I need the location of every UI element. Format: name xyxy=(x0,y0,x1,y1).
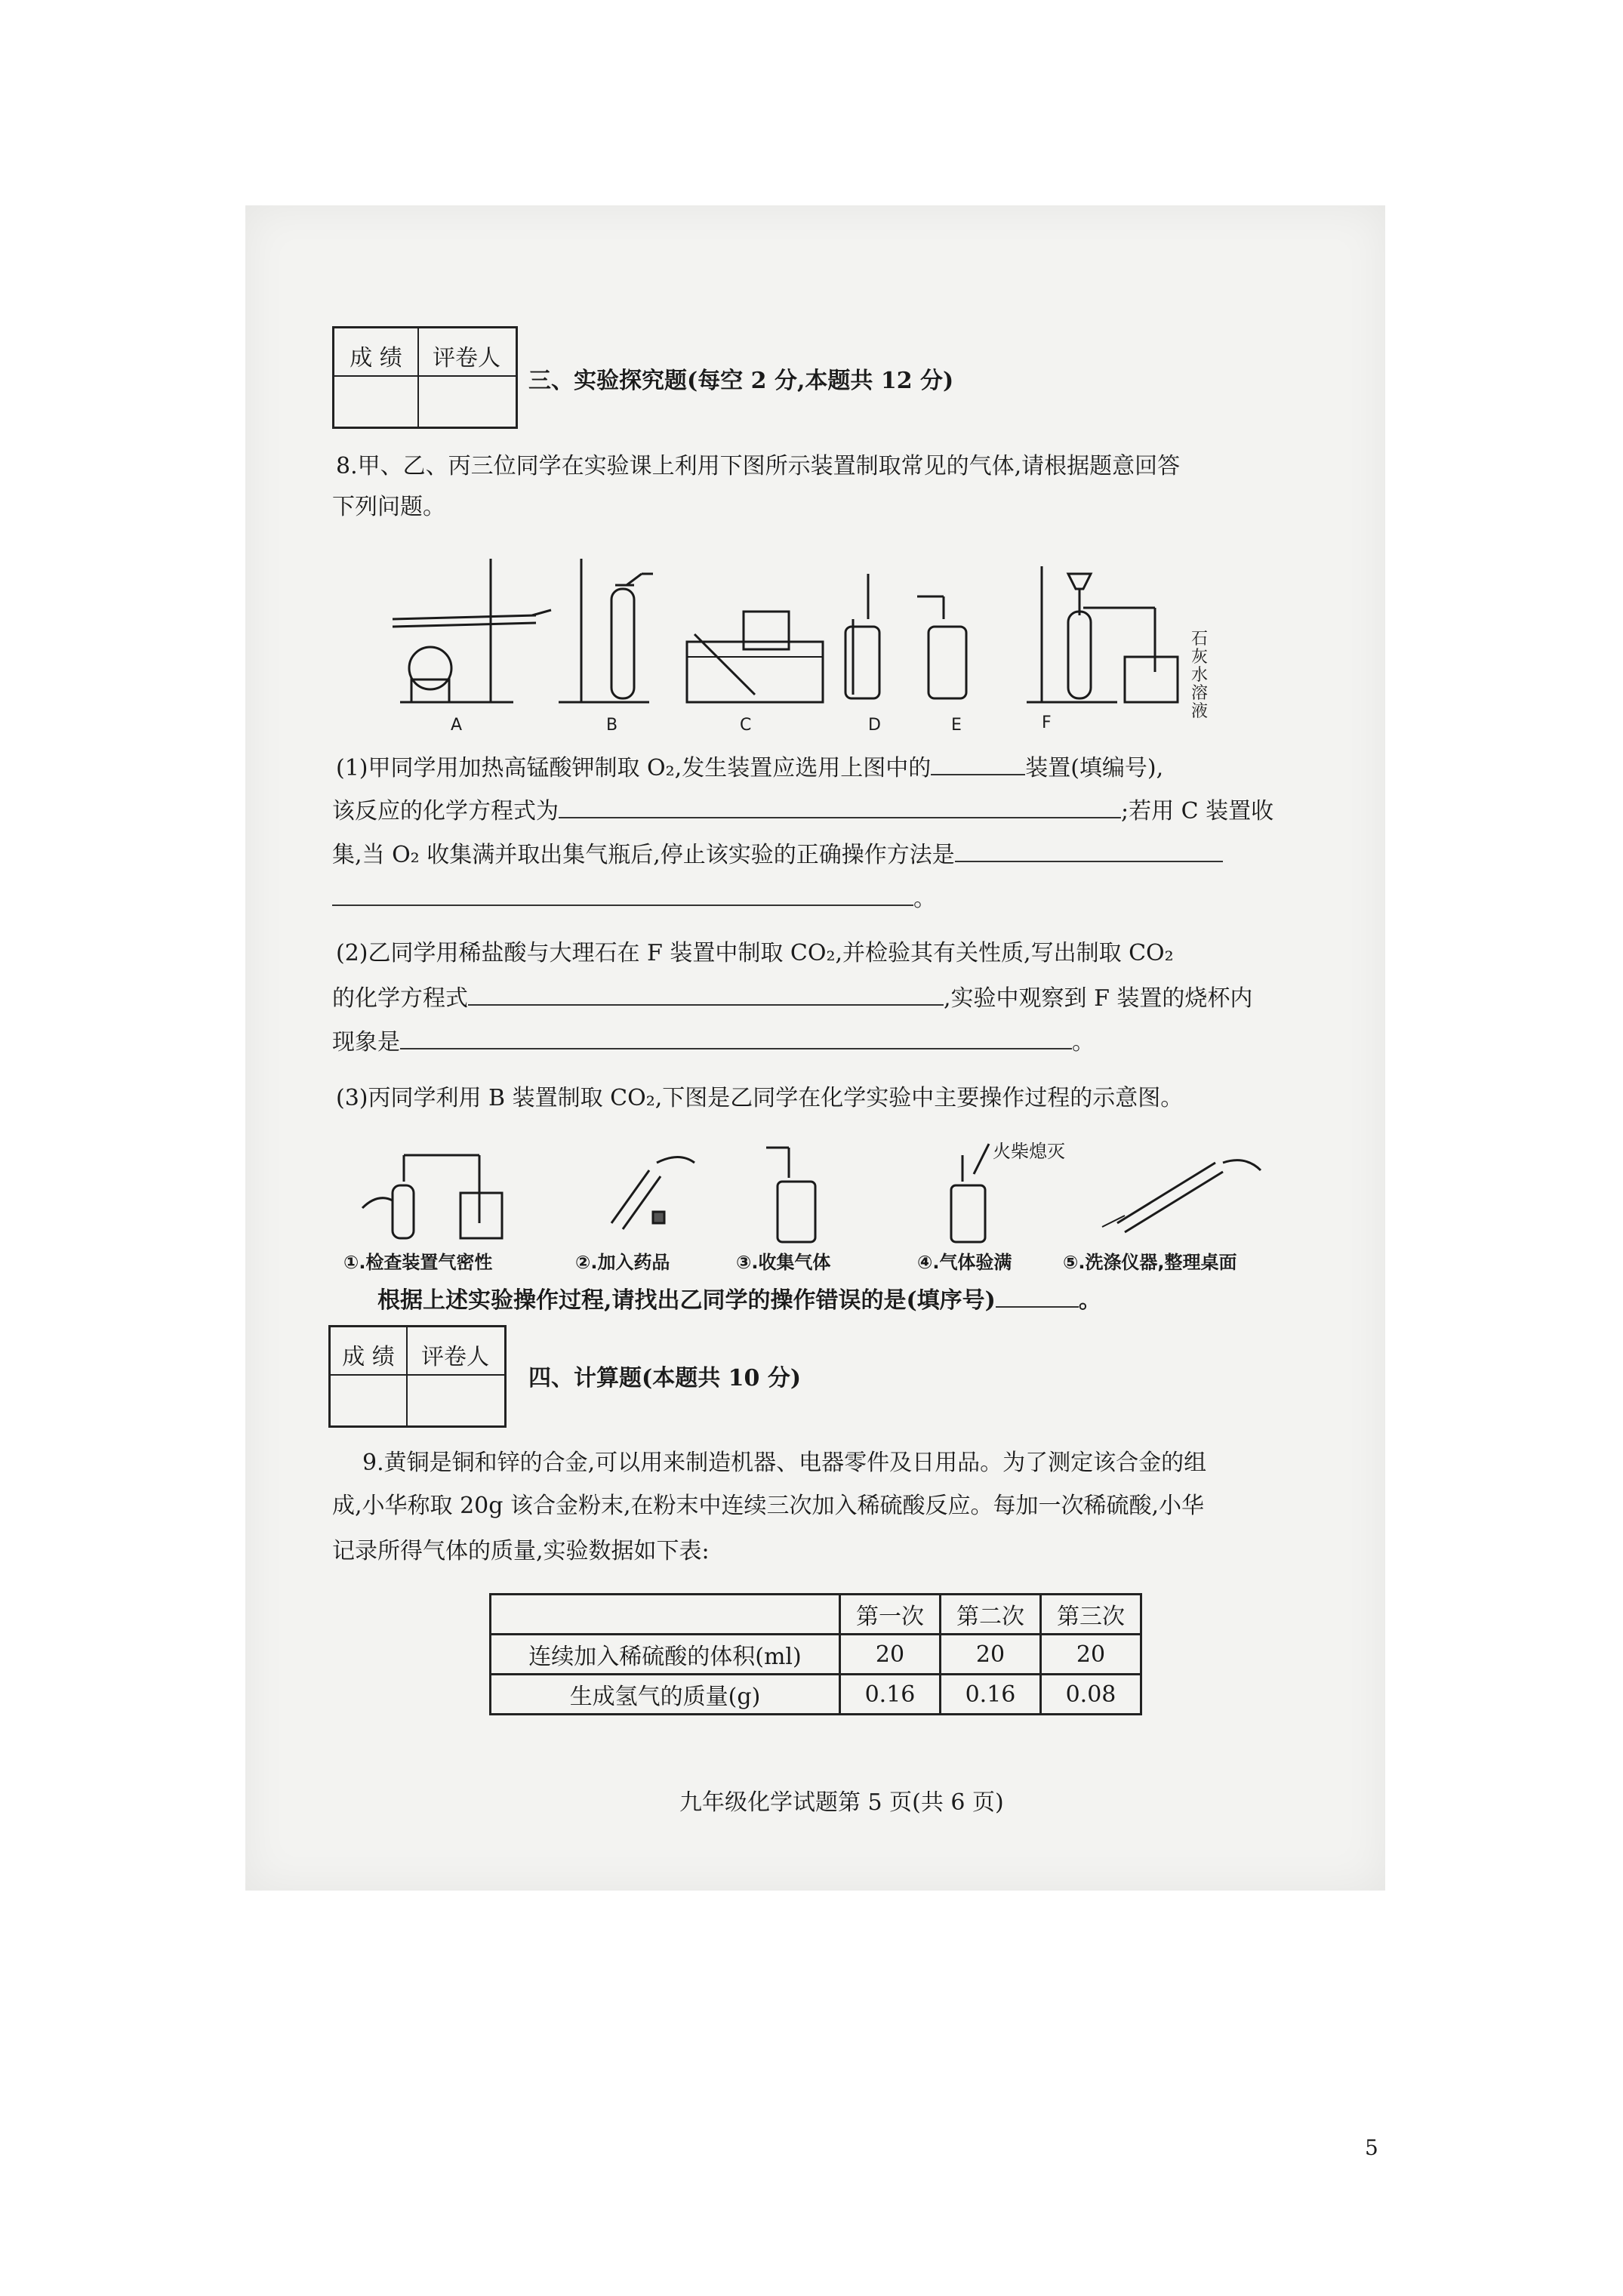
part1-period: 。 xyxy=(913,886,936,912)
step-3: ③.收集气体 xyxy=(736,1252,831,1273)
part3-line2 xyxy=(377,1284,1101,1316)
answer-blank[interactable] xyxy=(332,882,913,906)
match-label: 火柴熄灭 xyxy=(993,1141,1065,1162)
step-4: ④.气体验满 xyxy=(917,1252,1012,1273)
part1-line1 xyxy=(336,751,1163,784)
table-header-cell: 第二次 xyxy=(941,1595,1041,1635)
part1-line3 xyxy=(332,838,1223,871)
part1-text-d: ;若用 C 装置收 xyxy=(1121,798,1274,824)
part2-text-c: 现象是 xyxy=(332,1029,400,1056)
table-row xyxy=(491,1635,1141,1675)
part1-line2 xyxy=(332,794,1273,827)
table-header-cell xyxy=(491,1595,840,1635)
answer-blank[interactable] xyxy=(468,982,944,1006)
part2-period: 。 xyxy=(1072,1029,1095,1056)
answer-blank[interactable] xyxy=(996,1284,1079,1308)
apparatus-label-c: C xyxy=(740,716,752,735)
step-5: ⑤.洗涤仪器,整理桌面 xyxy=(1063,1252,1237,1273)
step-1: ①.检查装置气密性 xyxy=(343,1252,493,1273)
part1-text-b: 装置(填编号), xyxy=(1025,755,1164,781)
part1-text-e: 集,当 O₂ 收集满并取出集气瓶后,停止该实验的正确操作方法是 xyxy=(332,842,955,868)
part3-line1: (3)丙同学利用 B 装置制取 CO₂,下图是乙同学在化学实验中主要操作过程的示意图。 xyxy=(336,1085,1184,1111)
apparatus-label-b: B xyxy=(606,716,618,735)
apparatus-label-e: E xyxy=(951,716,962,735)
table-cell: 20 xyxy=(1041,1635,1141,1675)
page-number: 5 xyxy=(1365,2135,1378,2160)
table-header-cell: 第三次 xyxy=(1041,1595,1141,1635)
part2-line3 xyxy=(332,1025,1095,1058)
operations-figure xyxy=(347,1140,1291,1246)
question-intro: 8.甲、乙、丙三位同学在实验课上利用下图所示装置制取常见的气体,请根据题意回答 xyxy=(336,453,1181,479)
part1-text-c: 该反应的化学方程式为 xyxy=(332,798,559,824)
answer-blank[interactable] xyxy=(559,794,1121,818)
q9-line2: 成,小华称取 20g 该合金粉末,在粉末中连续三次加入稀硫酸反应。每加一次稀硫酸,小华 xyxy=(332,1493,1205,1519)
section-title: 四、计算题(本题共 10 分) xyxy=(528,1365,802,1391)
apparatus-label-f: F xyxy=(1042,713,1052,732)
data-table xyxy=(489,1593,1142,1715)
part2-text-a: 的化学方程式 xyxy=(332,985,468,1012)
table-header-cell: 第一次 xyxy=(840,1595,941,1635)
grader-label: 评卷人 xyxy=(421,1344,489,1370)
table-row-label: 生成氢气的质量(g) xyxy=(491,1675,840,1715)
section-title: 三、实验探究题(每空 2 分,本题共 12 分) xyxy=(528,368,954,394)
part1-line4 xyxy=(332,882,936,914)
score-label: 成 绩 xyxy=(342,1344,395,1370)
step-2: ②.加入药品 xyxy=(575,1252,670,1273)
table-cell: 20 xyxy=(941,1635,1041,1675)
part3-text-a: 根据上述实验操作过程,请找出乙同学的操作错误的是(填序号) xyxy=(377,1287,996,1314)
answer-blank[interactable] xyxy=(400,1025,1072,1049)
table-header-row xyxy=(491,1595,1141,1635)
part2-text-b: ,实验中观察到 F 装置的烧杯内 xyxy=(944,985,1253,1012)
part3-period: 。 xyxy=(1078,1287,1101,1314)
limewater-label: 石灰水溶液 xyxy=(1191,630,1209,721)
q9-line3: 记录所得气体的质量,实验数据如下表: xyxy=(332,1538,710,1564)
score-box xyxy=(328,1325,507,1428)
part2-line2 xyxy=(332,982,1252,1014)
table-cell: 0.08 xyxy=(1041,1675,1141,1715)
part2-line1: (2)乙同学用稀盐酸与大理石在 F 装置中制取 CO₂,并检验其有关性质,写出制取 CO₂ xyxy=(336,940,1174,966)
apparatus-label-d: D xyxy=(868,716,881,735)
part1-text-a: (1)甲同学用加热高锰酸钾制取 O₂,发生装置应选用上图中的 xyxy=(336,755,932,781)
table-row-label: 连续加入稀硫酸的体积(ml) xyxy=(491,1635,840,1675)
apparatus-figure xyxy=(362,544,1268,725)
score-label: 成 绩 xyxy=(350,345,402,371)
question-intro-cont: 下列问题。 xyxy=(332,494,445,520)
answer-blank[interactable] xyxy=(955,838,1223,862)
table-cell: 0.16 xyxy=(840,1675,941,1715)
score-box xyxy=(332,326,518,429)
grader-label: 评卷人 xyxy=(433,345,500,371)
apparatus-label-a: A xyxy=(451,716,463,735)
q9-line1: 9.黄铜是铜和锌的合金,可以用来制造机器、电器零件及日用品。为了测定该合金的组 xyxy=(362,1450,1207,1476)
table-cell: 0.16 xyxy=(941,1675,1041,1715)
table-cell: 20 xyxy=(840,1635,941,1675)
table-row xyxy=(491,1675,1141,1715)
answer-blank[interactable] xyxy=(931,751,1025,775)
page-footer: 九年级化学试题第 5 页(共 6 页) xyxy=(679,1789,1004,1816)
